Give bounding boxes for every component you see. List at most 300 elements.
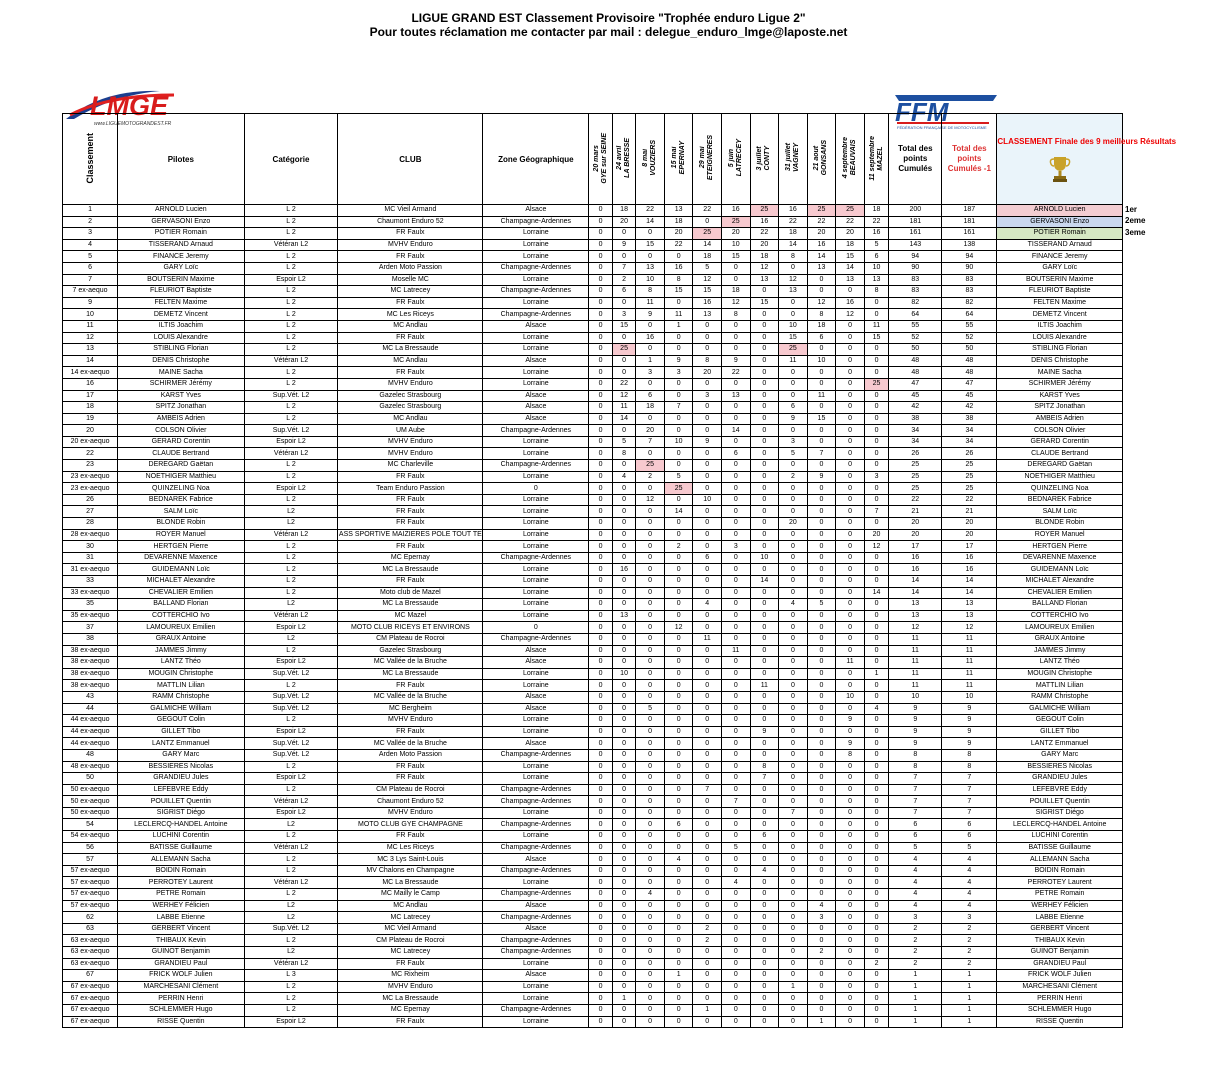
cell-zone: Lorraine [483, 471, 589, 483]
cell-event-points: 0 [693, 1016, 722, 1028]
cell-event-points: 0 [836, 703, 865, 715]
cell-rank: 18 [63, 402, 118, 414]
cell-rank: 48 ex-aequo [63, 761, 118, 773]
cell-event-points: 0 [807, 506, 836, 518]
cell-event-points: 0 [750, 738, 779, 750]
cell-event-points: 10 [779, 320, 808, 332]
cell-event-points: 18 [779, 228, 808, 240]
cell-total: 17 [889, 541, 942, 553]
cell-event-points: 0 [750, 506, 779, 518]
cell-event-points: 0 [807, 436, 836, 448]
cell-club: MC Andlau [338, 413, 483, 425]
cell-final-pilot: RISSE Quentin [997, 1016, 1123, 1028]
cell-event-points: 0 [589, 506, 612, 518]
cell-final-pilot: BOUTSERIN Maxime [997, 274, 1123, 286]
cell-event-points: 10 [807, 355, 836, 367]
cell-rank: 23 ex-aequo [63, 483, 118, 495]
cell-club: Chaumont Enduro 52 [338, 216, 483, 228]
cell-event-points: 22 [664, 239, 693, 251]
cell-rank: 67 ex-aequo [63, 1016, 118, 1028]
cell-club: FR Faulx [338, 831, 483, 843]
cell-total: 11 [889, 645, 942, 657]
cell-event-points: 0 [664, 761, 693, 773]
cell-event-points: 0 [864, 425, 888, 437]
cell-event-points: 0 [750, 402, 779, 414]
cell-event-points: 0 [807, 819, 836, 831]
cell-event-points: 0 [612, 297, 635, 309]
cell-event-points: 0 [589, 738, 612, 750]
cell-event-points: 0 [864, 460, 888, 472]
cell-event-points: 0 [664, 425, 693, 437]
cell-event-points: 0 [612, 877, 635, 889]
cell-total: 2 [889, 958, 942, 970]
cell-event-points: 0 [807, 286, 836, 298]
cell-event-points: 0 [750, 494, 779, 506]
cell-total-minus: 3 [942, 912, 997, 924]
cell-category: L2 [244, 599, 338, 611]
cell-event-points: 10 [612, 668, 635, 680]
cell-zone: Champagne-Ardennes [483, 552, 589, 564]
cell-event-points: 0 [836, 807, 865, 819]
cell-event-points: 0 [721, 958, 750, 970]
cell-category: Vétéran L2 [244, 610, 338, 622]
cell-total-minus: 8 [942, 761, 997, 773]
cell-club: MOTO CLUB GYE CHAMPAGNE [338, 819, 483, 831]
cell-event-points: 14 [693, 239, 722, 251]
table-row [63, 460, 1123, 472]
cell-total: 1 [889, 1004, 942, 1016]
cell-event-points: 0 [779, 761, 808, 773]
cell-event-points: 0 [750, 286, 779, 298]
cell-total-minus: 94 [942, 251, 997, 263]
cell-rank: 50 ex-aequo [63, 796, 118, 808]
cell-category: Espoir L2 [244, 436, 338, 448]
cell-zone: Alsace [483, 645, 589, 657]
cell-event-points: 0 [589, 402, 612, 414]
cell-event-points: 0 [612, 599, 635, 611]
cell-rank: 38 ex-aequo [63, 680, 118, 692]
cell-event-points: 0 [864, 599, 888, 611]
cell-event-points: 0 [636, 645, 665, 657]
cell-rank: 57 ex-aequo [63, 889, 118, 901]
cell-pilot: FLEURIOT Baptiste [118, 286, 245, 298]
cell-zone: Alsace [483, 402, 589, 414]
cell-total-minus: 2 [942, 947, 997, 959]
cell-event-points: 0 [864, 297, 888, 309]
cell-event-points: 0 [664, 576, 693, 588]
cell-event-points: 25 [664, 483, 693, 495]
cell-event-points: 0 [693, 981, 722, 993]
cell-event-points: 0 [864, 865, 888, 877]
col-event: 20 mars GYE sur SEINE [589, 114, 612, 205]
table-row [63, 506, 1123, 518]
table-row [63, 958, 1123, 970]
cell-rank: 63 [63, 923, 118, 935]
cell-zone: Lorraine [483, 332, 589, 344]
cell-event-points: 0 [721, 726, 750, 738]
cell-club: FR Faulx [338, 518, 483, 530]
cell-pilot: PERROTEY Laurent [118, 877, 245, 889]
cell-event-points: 0 [612, 831, 635, 843]
cell-rank: 20 ex-aequo [63, 436, 118, 448]
cell-event-points: 0 [589, 552, 612, 564]
cell-event-points: 0 [721, 1004, 750, 1016]
cell-rank: 44 ex-aequo [63, 726, 118, 738]
cell-event-points: 0 [589, 355, 612, 367]
col-event: 4 septembre BEAUVAIS [836, 114, 865, 205]
cell-event-points: 0 [612, 529, 635, 541]
cell-event-points: 0 [589, 262, 612, 274]
cell-final-pilot: SIGRIST Diégo [997, 807, 1123, 819]
cell-event-points: 12 [693, 274, 722, 286]
cell-zone: Lorraine [483, 239, 589, 251]
cell-pilot: LUCHINI Corentin [118, 831, 245, 843]
cell-event-points: 0 [836, 529, 865, 541]
cell-total-minus: 13 [942, 610, 997, 622]
cell-event-points: 0 [721, 715, 750, 727]
cell-event-points: 0 [721, 587, 750, 599]
cell-event-points: 0 [750, 749, 779, 761]
cell-total: 90 [889, 262, 942, 274]
cell-event-points: 7 [693, 784, 722, 796]
cell-total: 34 [889, 436, 942, 448]
cell-event-points: 0 [779, 390, 808, 402]
cell-pilot: LOUIS Alexandre [118, 332, 245, 344]
cell-event-points: 0 [589, 460, 612, 472]
cell-final-pilot: GUIDEMANN Loïc [997, 564, 1123, 576]
cell-club: MC La Bressaude [338, 668, 483, 680]
cell-event-points: 0 [612, 494, 635, 506]
cell-rank: 13 [63, 344, 118, 356]
cell-event-points: 0 [836, 889, 865, 901]
cell-event-points: 13 [636, 262, 665, 274]
cell-zone: Champagne-Ardennes [483, 912, 589, 924]
cell-event-points: 0 [721, 378, 750, 390]
cell-event-points: 0 [693, 958, 722, 970]
cell-event-points: 0 [836, 390, 865, 402]
cell-event-points: 0 [664, 773, 693, 785]
cell-event-points: 1 [693, 1004, 722, 1016]
ranking-body [63, 205, 1123, 1028]
table-row [63, 228, 1123, 240]
cell-total: 13 [889, 610, 942, 622]
cell-event-points: 3 [664, 367, 693, 379]
cell-event-points: 0 [836, 344, 865, 356]
cell-event-points: 0 [693, 691, 722, 703]
cell-total: 4 [889, 854, 942, 866]
cell-event-points: 0 [807, 274, 836, 286]
table-row [63, 633, 1123, 645]
cell-pilot: DEREGARD Gaëtan [118, 460, 245, 472]
cell-event-points: 11 [664, 309, 693, 321]
cell-event-points: 13 [864, 274, 888, 286]
svg-text:LMGE: LMGE [90, 91, 168, 121]
cell-event-points: 0 [836, 633, 865, 645]
cell-event-points: 0 [636, 993, 665, 1005]
cell-event-points: 0 [836, 413, 865, 425]
cell-event-points: 3 [779, 436, 808, 448]
cell-event-points: 0 [664, 529, 693, 541]
cell-event-points: 4 [807, 900, 836, 912]
cell-category: L 2 [244, 320, 338, 332]
cell-event-points: 20 [636, 425, 665, 437]
cell-event-points: 0 [589, 993, 612, 1005]
cell-total-minus: 8 [942, 749, 997, 761]
cell-event-points: 0 [589, 239, 612, 251]
cell-event-points: 0 [636, 947, 665, 959]
cell-total: 34 [889, 425, 942, 437]
cell-total-minus: 82 [942, 297, 997, 309]
cell-event-points: 0 [750, 1016, 779, 1028]
cell-event-points: 0 [779, 576, 808, 588]
cell-event-points: 0 [636, 1004, 665, 1016]
cell-event-points: 0 [612, 680, 635, 692]
cell-event-points: 0 [693, 320, 722, 332]
cell-event-points: 0 [664, 923, 693, 935]
cell-event-points: 0 [721, 274, 750, 286]
cell-event-points: 0 [779, 622, 808, 634]
cell-event-points: 0 [693, 703, 722, 715]
cell-event-points: 0 [664, 796, 693, 808]
cell-event-points: 0 [750, 981, 779, 993]
cell-total: 13 [889, 599, 942, 611]
cell-event-points: 0 [589, 761, 612, 773]
cell-rank: 30 [63, 541, 118, 553]
cell-event-points: 0 [693, 506, 722, 518]
svg-text:FFM: FFM [895, 97, 949, 127]
cell-event-points: 0 [779, 726, 808, 738]
cell-rank: 63 ex-aequo [63, 935, 118, 947]
cell-zone: Lorraine [483, 773, 589, 785]
place-label-third: 3eme [1125, 228, 1146, 237]
cell-category: L 3 [244, 970, 338, 982]
cell-event-points: 0 [636, 784, 665, 796]
cell-event-points: 0 [589, 390, 612, 402]
cell-event-points: 0 [864, 970, 888, 982]
cell-event-points: 0 [589, 622, 612, 634]
cell-event-points: 8 [807, 309, 836, 321]
cell-event-points: 0 [636, 518, 665, 530]
cell-rank: 44 ex-aequo [63, 738, 118, 750]
col-pilotes: Pilotes [118, 114, 245, 205]
cell-zone: Champagne-Ardennes [483, 865, 589, 877]
cell-rank: 17 [63, 390, 118, 402]
cell-event-points: 12 [636, 494, 665, 506]
cell-event-points: 0 [636, 622, 665, 634]
cell-event-points: 0 [589, 1004, 612, 1016]
cell-final-pilot: DEREGARD Gaëtan [997, 460, 1123, 472]
cell-event-points: 0 [589, 205, 612, 217]
cell-pilot: DEVARENNE Maxence [118, 552, 245, 564]
cell-event-points: 13 [693, 309, 722, 321]
cell-event-points: 0 [779, 262, 808, 274]
cell-event-points: 6 [750, 831, 779, 843]
cell-event-points: 0 [864, 680, 888, 692]
cell-zone: Champagne-Ardennes [483, 425, 589, 437]
cell-total-minus: 11 [942, 657, 997, 669]
cell-event-points: 0 [636, 506, 665, 518]
cell-event-points: 0 [589, 842, 612, 854]
cell-total-minus: 25 [942, 471, 997, 483]
cell-event-points: 0 [836, 958, 865, 970]
cell-final-pilot: GRANDIEU Paul [997, 958, 1123, 970]
cell-event-points: 14 [779, 239, 808, 251]
cell-rank: 48 [63, 749, 118, 761]
cell-event-points: 0 [636, 251, 665, 263]
cell-total-minus: 5 [942, 842, 997, 854]
cell-event-points: 0 [589, 703, 612, 715]
table-row [63, 413, 1123, 425]
cell-club: MC Latrecey [338, 286, 483, 298]
cell-pilot: MAINE Sacha [118, 367, 245, 379]
cell-zone: Alsace [483, 355, 589, 367]
cell-event-points: 0 [693, 668, 722, 680]
cell-event-points: 0 [864, 355, 888, 367]
table-row [63, 216, 1123, 228]
cell-event-points: 0 [664, 749, 693, 761]
cell-event-points: 0 [864, 761, 888, 773]
cell-zone: Champagne-Ardennes [483, 286, 589, 298]
cell-event-points: 0 [693, 622, 722, 634]
cell-final-pilot: MARCHESANI Clément [997, 981, 1123, 993]
cell-event-points: 16 [612, 564, 635, 576]
cell-total: 16 [889, 564, 942, 576]
cell-event-points: 18 [750, 251, 779, 263]
cell-event-points: 0 [664, 668, 693, 680]
cell-event-points: 0 [612, 773, 635, 785]
cell-event-points: 9 [750, 726, 779, 738]
cell-rank: 67 [63, 970, 118, 982]
cell-event-points: 0 [864, 691, 888, 703]
cell-event-points: 0 [779, 645, 808, 657]
cell-event-points: 0 [750, 425, 779, 437]
table-row [63, 749, 1123, 761]
cell-final-pilot: LOUIS Alexandre [997, 332, 1123, 344]
cell-zone: Lorraine [483, 378, 589, 390]
cell-event-points: 4 [750, 865, 779, 877]
cell-total: 82 [889, 297, 942, 309]
cell-event-points: 0 [721, 332, 750, 344]
cell-event-points: 9 [721, 355, 750, 367]
cell-total: 12 [889, 622, 942, 634]
table-row [63, 773, 1123, 785]
cell-event-points: 7 [636, 436, 665, 448]
cell-event-points: 0 [664, 460, 693, 472]
cell-event-points: 0 [721, 912, 750, 924]
cell-pilot: MOUGIN Christophe [118, 668, 245, 680]
table-row [63, 877, 1123, 889]
cell-total-minus: 83 [942, 274, 997, 286]
cell-event-points: 0 [721, 819, 750, 831]
cell-event-points: 0 [589, 854, 612, 866]
cell-zone: Champagne-Ardennes [483, 935, 589, 947]
cell-event-points: 0 [721, 483, 750, 495]
table-row [63, 518, 1123, 530]
cell-event-points: 0 [750, 854, 779, 866]
cell-event-points: 0 [589, 773, 612, 785]
cell-event-points: 0 [721, 807, 750, 819]
cell-club: FR Faulx [338, 773, 483, 785]
cell-event-points: 0 [589, 297, 612, 309]
cell-event-points: 0 [864, 518, 888, 530]
table-row [63, 668, 1123, 680]
cell-event-points: 0 [589, 889, 612, 901]
cell-rank: 3 [63, 228, 118, 240]
cell-event-points: 0 [636, 958, 665, 970]
cell-event-points: 0 [612, 923, 635, 935]
cell-event-points: 0 [836, 286, 865, 298]
cell-event-points: 0 [612, 228, 635, 240]
cell-pilot: LECLERCQ-HANDEL Antoine [118, 819, 245, 831]
cell-total: 20 [889, 518, 942, 530]
cell-category: L2 [244, 518, 338, 530]
cell-zone: Lorraine [483, 958, 589, 970]
cell-event-points: 0 [779, 460, 808, 472]
cell-zone: Lorraine [483, 344, 589, 356]
cell-event-points: 5 [612, 436, 635, 448]
cell-event-points: 13 [750, 274, 779, 286]
cell-event-points: 11 [836, 657, 865, 669]
cell-category: L 2 [244, 494, 338, 506]
cell-event-points: 0 [779, 541, 808, 553]
cell-total: 7 [889, 784, 942, 796]
cell-final-pilot: ROYER Manuel [997, 529, 1123, 541]
cell-event-points: 0 [693, 518, 722, 530]
cell-event-points: 10 [750, 552, 779, 564]
cell-event-points: 25 [779, 344, 808, 356]
cell-total-minus: 22 [942, 494, 997, 506]
table-row [63, 889, 1123, 901]
cell-club: MC Vieil Armand [338, 923, 483, 935]
cell-event-points: 0 [721, 344, 750, 356]
cell-event-points: 0 [721, 633, 750, 645]
cell-event-points: 0 [636, 923, 665, 935]
cell-event-points: 0 [721, 320, 750, 332]
cell-final-pilot: HERTGEN Pierre [997, 541, 1123, 553]
cell-club: FR Faulx [338, 367, 483, 379]
col-event: 29 mai ETEIGNERES [693, 114, 722, 205]
cell-category: L 2 [244, 344, 338, 356]
cell-pilot: WERHEY Félicien [118, 900, 245, 912]
cell-category: L 2 [244, 297, 338, 309]
cell-total-minus: 11 [942, 645, 997, 657]
cell-event-points: 0 [664, 680, 693, 692]
cell-event-points: 0 [864, 912, 888, 924]
cell-event-points: 0 [636, 691, 665, 703]
cell-rank: 1 [63, 205, 118, 217]
cell-event-points: 4 [636, 889, 665, 901]
cell-final-pilot: ILTIS Joachim [997, 320, 1123, 332]
cell-total: 94 [889, 251, 942, 263]
cell-event-points: 0 [807, 923, 836, 935]
cell-event-points: 16 [836, 297, 865, 309]
cell-total-minus: 13 [942, 599, 997, 611]
cell-category: Vétéran L2 [244, 877, 338, 889]
cell-zone: Alsace [483, 657, 589, 669]
cell-event-points: 0 [807, 610, 836, 622]
cell-total-minus: 7 [942, 784, 997, 796]
cell-event-points: 7 [807, 448, 836, 460]
cell-event-points: 0 [750, 958, 779, 970]
cell-event-points: 0 [589, 587, 612, 599]
cell-club: MC Les Riceys [338, 309, 483, 321]
cell-event-points: 0 [589, 483, 612, 495]
cell-event-points: 11 [807, 390, 836, 402]
cell-event-points: 13 [612, 610, 635, 622]
cell-total: 22 [889, 494, 942, 506]
cell-club: FR Faulx [338, 576, 483, 588]
cell-event-points: 0 [693, 900, 722, 912]
